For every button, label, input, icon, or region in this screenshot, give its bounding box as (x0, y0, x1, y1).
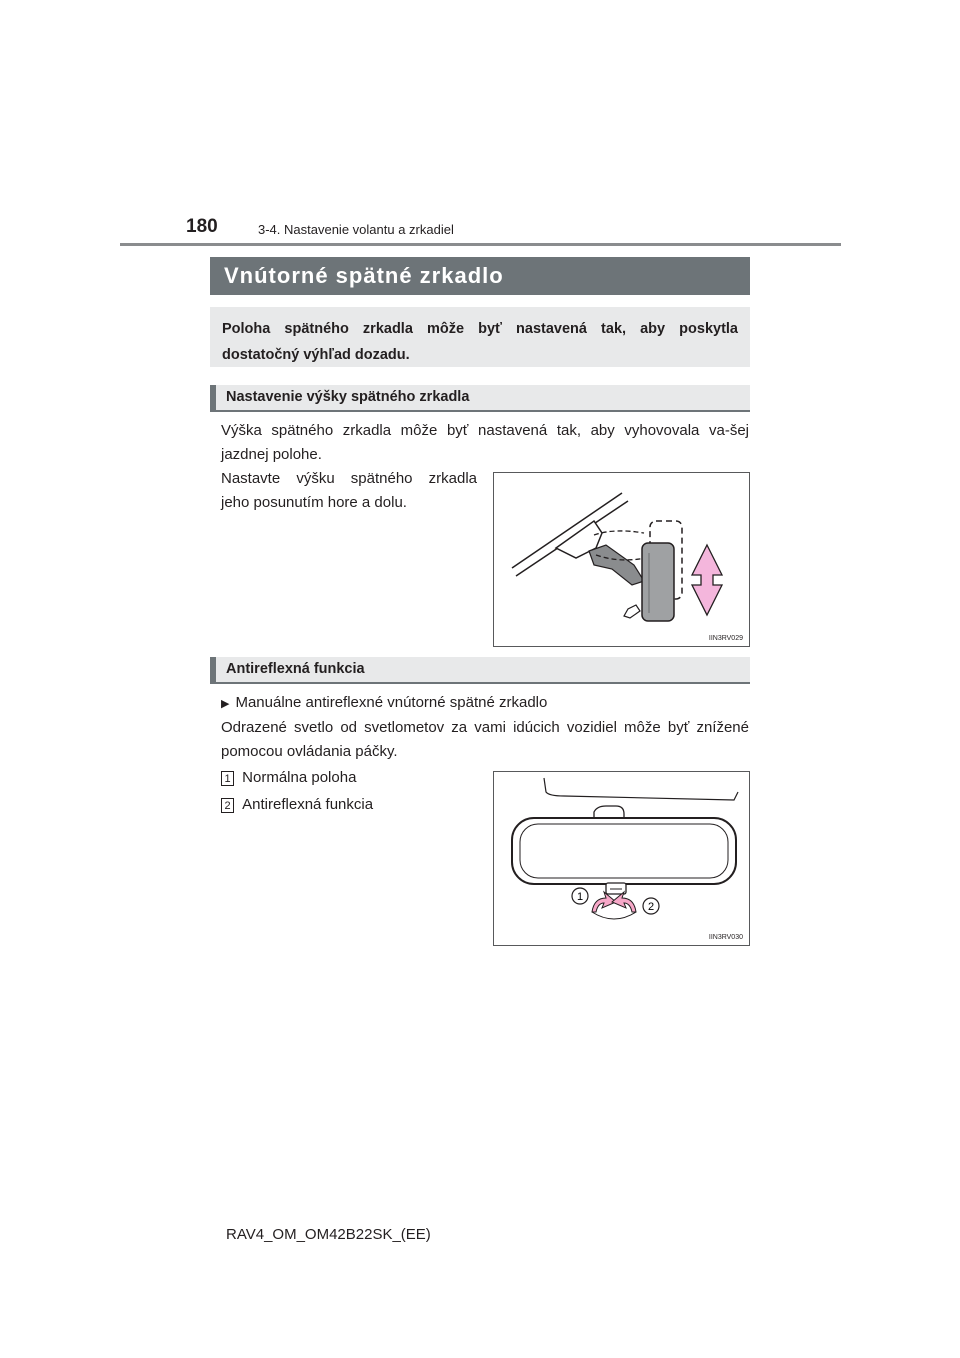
page-title: Vnútorné spätné zrkadlo (210, 257, 750, 295)
item-label: Normálna poloha (242, 769, 357, 786)
list-item (221, 766, 471, 790)
antiglare-bullet-text: Manuálne antireflexné vnútorné spätné zrkadlo (235, 694, 548, 711)
page-number: 180 (186, 216, 218, 237)
item-number-badge: 2 (221, 798, 234, 813)
height-adjust-paragraph: Výška spätného zrkadla môže byť nastavená tak, aby vyhovovala va-šej jazdnej polohe. (221, 422, 749, 463)
intro-text: Poloha spätného zrkadla môže byť nastavená tak, aby poskytla dostatočný výhľad dozadu. (222, 321, 738, 363)
antiglare-bullet (221, 691, 749, 716)
instruction-line-1: Nastavte výšku spätného zrkadla (221, 470, 477, 487)
intro-box (210, 307, 750, 367)
figure-label-2: 2 (647, 901, 655, 913)
list-item (221, 793, 471, 817)
mirror-height-illustration (494, 473, 749, 646)
instruction-line-2: jeho posunutím hore a dolu. (221, 494, 407, 511)
item-label: Antireflexná funkcia (242, 796, 374, 813)
antiglare-heading: Antireflexná funkcia (210, 657, 750, 684)
figure-code: IIN3RV029 (708, 635, 743, 642)
antiglare-illustration (494, 772, 749, 945)
figure-label-1: 1 (576, 891, 584, 903)
document-code-footer: RAV4_OM_OM42B22SK_(EE) (226, 1226, 431, 1243)
mirror-height-figure (493, 472, 750, 647)
bullet-triangle-icon: ▶ (221, 698, 230, 710)
antiglare-figure (493, 771, 750, 946)
header-divider (120, 243, 841, 246)
antiglare-item-list (221, 766, 471, 817)
section-reference: 3-4. Nastavenie volantu a zrkadiel (258, 222, 454, 237)
height-adjust-heading: Nastavenie výšky spätného zrkadla (210, 385, 750, 412)
height-adjust-instruction (221, 467, 477, 515)
antiglare-paragraph: Odrazené svetlo od svetlometov za vami idúcich vozidiel môže byť znížené pomocou ovládania páčky. (221, 719, 749, 760)
figure-code: IIN3RV030 (708, 934, 743, 941)
item-number-badge: 1 (221, 771, 234, 786)
